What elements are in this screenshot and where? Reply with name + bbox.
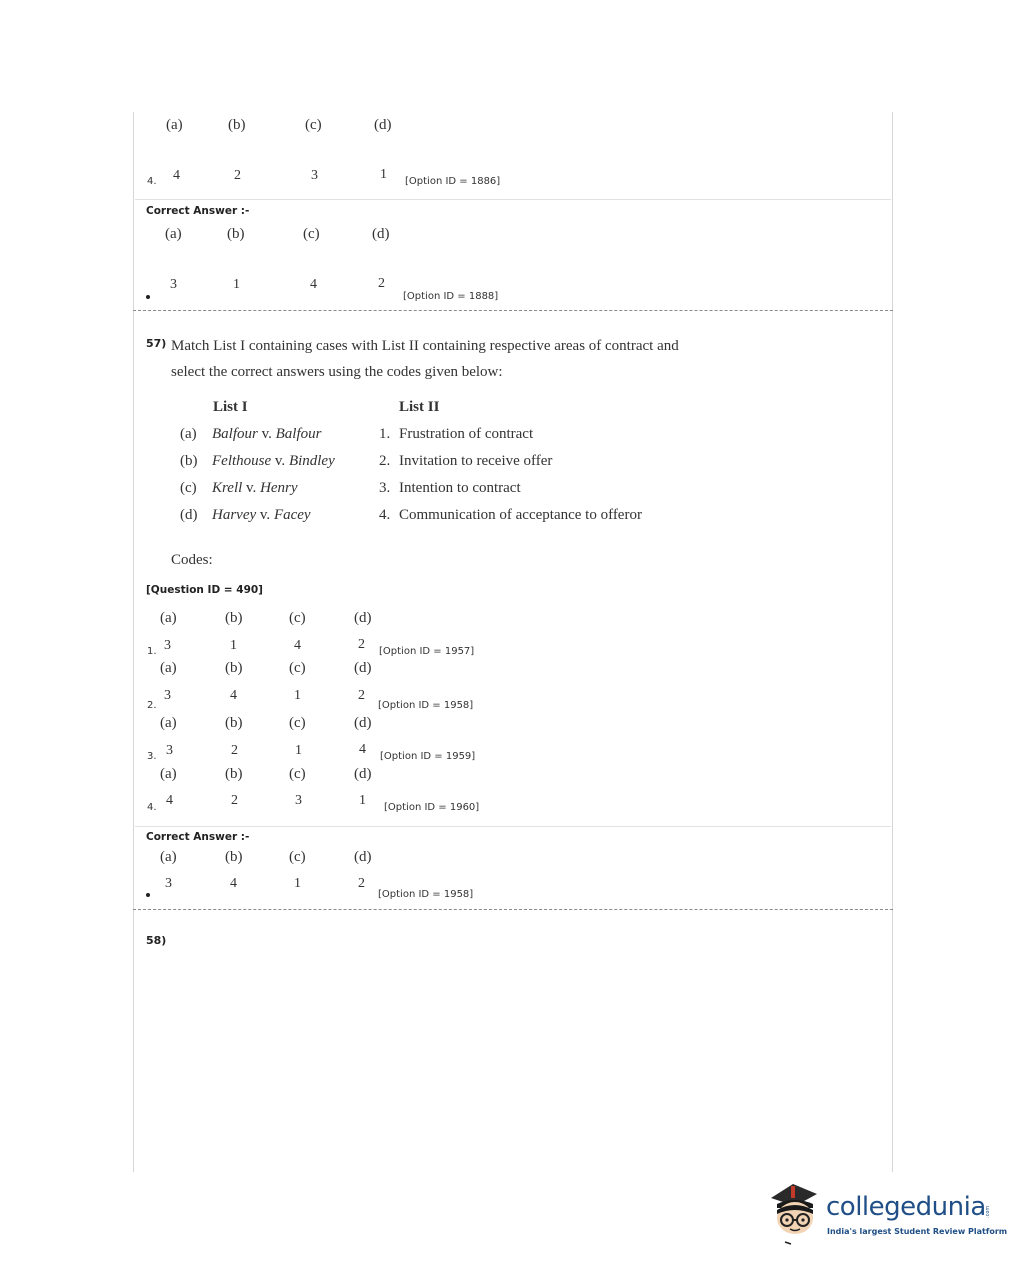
question-id: [Question ID = 490] — [146, 584, 263, 596]
case-name: Felthouse v. Bindley — [212, 453, 335, 469]
page-border-left — [133, 112, 134, 1172]
col-letter-d: (d) — [354, 660, 372, 676]
value-a: 3 — [164, 688, 171, 703]
contract-area: Invitation to receive offer — [399, 453, 553, 469]
col-letter-c: (c) — [289, 849, 306, 865]
option-number: 4. — [147, 176, 157, 187]
col-letter-c: (c) — [289, 610, 306, 626]
value-b: 2 — [231, 793, 238, 808]
question-text-line2: select the correct answers using the codes given below: — [171, 364, 503, 380]
question-separator — [133, 310, 893, 311]
col-letter-c: (c) — [289, 715, 306, 731]
value-a: 4 — [173, 168, 180, 183]
option-id: [Option ID = 1958] — [378, 700, 474, 711]
option-number: 4. — [147, 802, 157, 813]
col-letter-a: (a) — [160, 660, 177, 676]
contract-area: Frustration of contract — [399, 426, 534, 442]
case-name: Balfour v. Balfour — [212, 426, 322, 442]
value-a: 3 — [164, 638, 171, 653]
value-d: 2 — [378, 276, 385, 291]
col-letter-b: (b) — [227, 226, 245, 242]
row-letter: (b) — [180, 453, 198, 469]
row-letter: (c) — [180, 480, 197, 496]
value-a: 4 — [166, 793, 173, 808]
list1-header: List I — [213, 399, 248, 415]
question-number-58: 58) — [146, 934, 167, 947]
answer-bullet — [146, 893, 150, 897]
option-id: [Option ID = 1886] — [405, 176, 501, 187]
mascot-icon — [765, 1176, 825, 1246]
col-letter-b: (b) — [225, 766, 243, 782]
correct-answer-label: Correct Answer :- — [146, 831, 250, 843]
value-a: 3 — [165, 876, 172, 891]
col-letter-d: (d) — [354, 610, 372, 626]
option-id: [Option ID = 1959] — [380, 751, 476, 762]
option-number: 3. — [147, 751, 157, 762]
value-d: 1 — [359, 793, 366, 808]
value-d: 2 — [358, 688, 365, 703]
col-letter-c: (c) — [289, 660, 306, 676]
row-letter: (a) — [180, 426, 197, 442]
col-letter-c: (c) — [303, 226, 320, 242]
brand-name: collegedunia — [826, 1192, 986, 1222]
question-separator — [133, 909, 893, 910]
col-letter-d: (d) — [354, 849, 372, 865]
contract-area: Communication of acceptance to offeror — [399, 507, 642, 523]
row-number: 2. — [379, 453, 391, 469]
option-number: 2. — [147, 700, 157, 711]
brand-tagline: India's largest Student Review Platform — [827, 1227, 1008, 1236]
codes-label: Codes: — [171, 552, 213, 568]
value-a: 3 — [170, 277, 177, 292]
col-letter-a: (a) — [160, 610, 177, 626]
question-number: 57) — [146, 337, 167, 350]
list2-header: List II — [399, 399, 440, 415]
question-text-line1: Match List I containing cases with List II containing respective areas of contract and — [171, 338, 679, 354]
value-b: 4 — [230, 876, 237, 891]
value-b: 2 — [231, 743, 238, 758]
case-name: Krell v. Henry — [212, 480, 298, 496]
col-letter-a: (a) — [160, 849, 177, 865]
value-b: 1 — [230, 638, 237, 653]
divider — [135, 199, 891, 200]
col-letter-a: (a) — [160, 766, 177, 782]
option-id: [Option ID = 1888] — [403, 291, 499, 302]
value-d: 1 — [380, 167, 387, 182]
page-border-right — [892, 112, 893, 1172]
col-letter-d: (d) — [354, 766, 372, 782]
col-letter-d: (d) — [372, 226, 390, 242]
col-letter-d: (d) — [354, 715, 372, 731]
value-d: 2 — [358, 637, 365, 652]
value-b: 1 — [233, 277, 240, 292]
col-letter-b: (b) — [225, 610, 243, 626]
value-b: 2 — [234, 168, 241, 183]
contract-area: Intention to contract — [399, 480, 521, 496]
correct-answer-label: Correct Answer :- — [146, 205, 250, 217]
value-c: 3 — [311, 168, 318, 183]
col-letter-d: (d) — [374, 117, 392, 133]
option-number: 1. — [147, 646, 157, 657]
row-letter: (d) — [180, 507, 198, 523]
col-letter-a: (a) — [165, 226, 182, 242]
col-letter-c: (c) — [305, 117, 322, 133]
col-letter-a: (a) — [160, 715, 177, 731]
value-c: 1 — [295, 743, 302, 758]
value-b: 4 — [230, 688, 237, 703]
row-number: 1. — [379, 426, 391, 442]
value-c: 4 — [294, 638, 301, 653]
divider — [135, 826, 891, 827]
option-id: [Option ID = 1960] — [384, 802, 480, 813]
value-c: 3 — [295, 793, 302, 808]
value-d: 2 — [358, 876, 365, 891]
col-letter-b: (b) — [228, 117, 246, 133]
brand-dotcom: .com — [985, 1205, 991, 1218]
col-letter-c: (c) — [289, 766, 306, 782]
col-letter-b: (b) — [225, 849, 243, 865]
answer-bullet — [146, 295, 150, 299]
value-a: 3 — [166, 743, 173, 758]
value-c: 1 — [294, 876, 301, 891]
option-id: [Option ID = 1957] — [379, 646, 475, 657]
case-name: Harvey v. Facey — [212, 507, 311, 523]
col-letter-b: (b) — [225, 660, 243, 676]
col-letter-b: (b) — [225, 715, 243, 731]
value-c: 4 — [310, 277, 317, 292]
row-number: 4. — [379, 507, 391, 523]
row-number: 3. — [379, 480, 391, 496]
value-d: 4 — [359, 742, 366, 757]
value-c: 1 — [294, 688, 301, 703]
option-id: [Option ID = 1958] — [378, 889, 474, 900]
col-letter-a: (a) — [166, 117, 183, 133]
